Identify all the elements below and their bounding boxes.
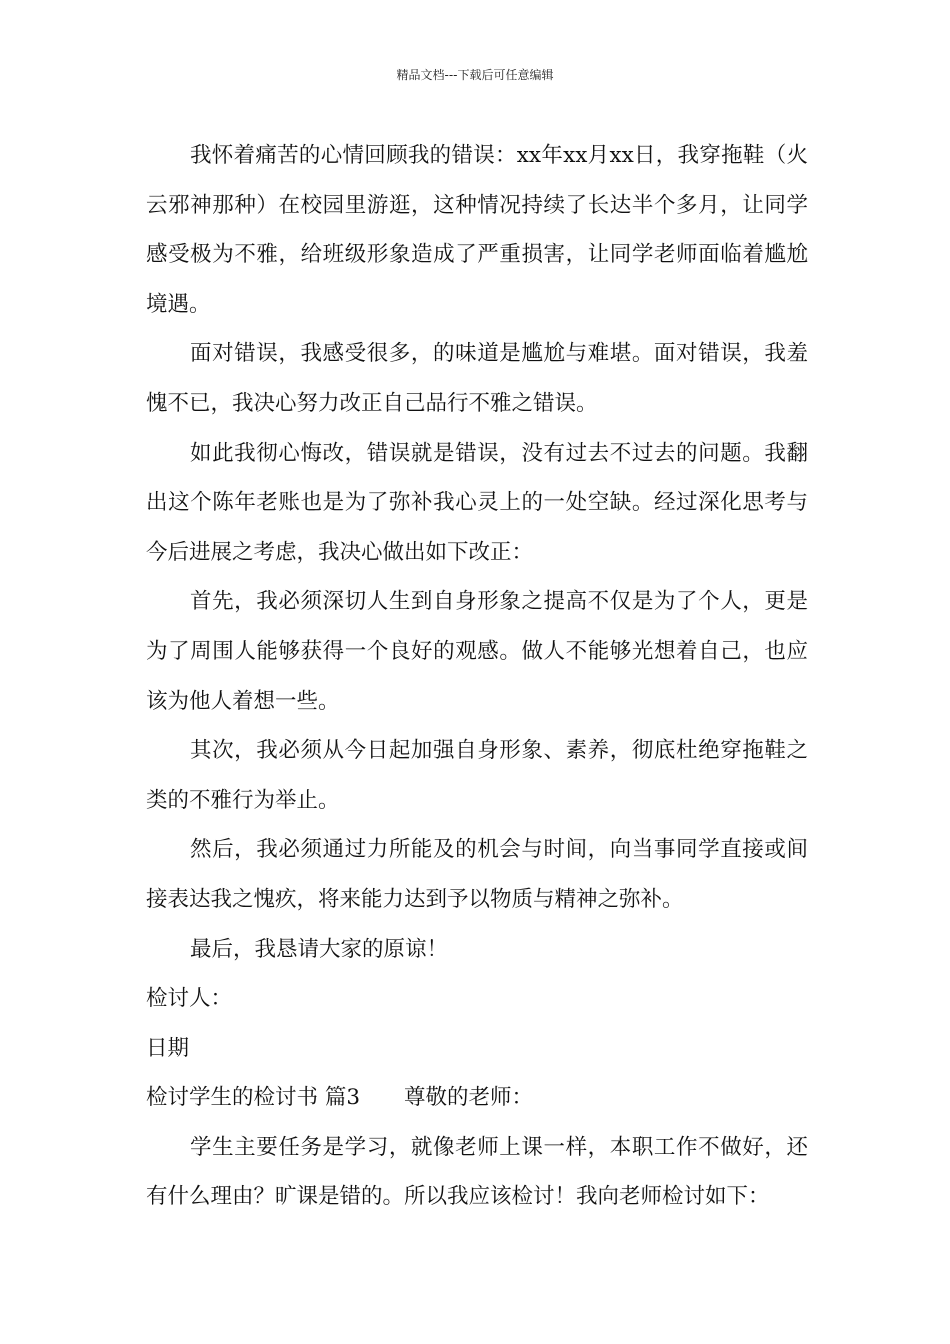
closing-paragraph: 学生主要任务是学习，就像老师上课一样，本职工作不做好，还有什么理由？旷课是错的。所以我应该检讨！我向老师检讨如下：: [146, 1134, 808, 1210]
paragraph-4: 首先，我必须深切人生到自身形象之提高不仅是为了个人，更是为了周围人能够获得一个良好的观感。做人不能够光想着自己，也应该为他人着想一些。: [146, 589, 808, 714]
signature-label: 检讨人：: [146, 986, 233, 1012]
paragraph-3: 如此我彻心悔改，错误就是错误，没有过去不过去的问题。我翻出这个陈年老账也是为了弥补我心灵上的一处空缺。经过深化思考与今后进展之考虑，我决心做出如下改正：: [146, 440, 808, 565]
date-label: 日期: [146, 1035, 190, 1061]
section-title: 检讨学生的检讨书 篇3: [146, 1085, 361, 1111]
paragraph-1: 我怀着痛苦的心情回顾我的错误：xx年xx月xx日，我穿拖鞋（火云邪神那种）在校园里游逛，这种情况持续了长达半个多月，让同学感受极为不雅，给班级形象造成了严重损害，让同学老师面临着尴尬境遇。: [146, 143, 808, 317]
paragraph-7: 最后，我恳请大家的原谅！: [190, 936, 449, 962]
salutation: 尊敬的老师：: [404, 1085, 534, 1111]
paragraph-5: 其次，我必须从今日起加强自身形象、素养，彻底杜绝穿拖鞋之类的不雅行为举止。: [146, 738, 808, 813]
paragraph-6: 然后，我必须通过力所能及的机会与时间，向当事同学直接或间接表达我之愧疚，将来能力达到予以物质与精神之弥补。: [146, 837, 808, 912]
document-body: [146, 131, 808, 1222]
paragraph-2: 面对错误，我感受很多，的味道是尴尬与难堪。面对错误，我羞愧不已，我决心努力改正自己品行不雅之错误。: [146, 341, 808, 416]
section-heading-line: [146, 1073, 808, 1123]
page-header: 精品文档---下载后可任意编辑: [396, 68, 554, 82]
